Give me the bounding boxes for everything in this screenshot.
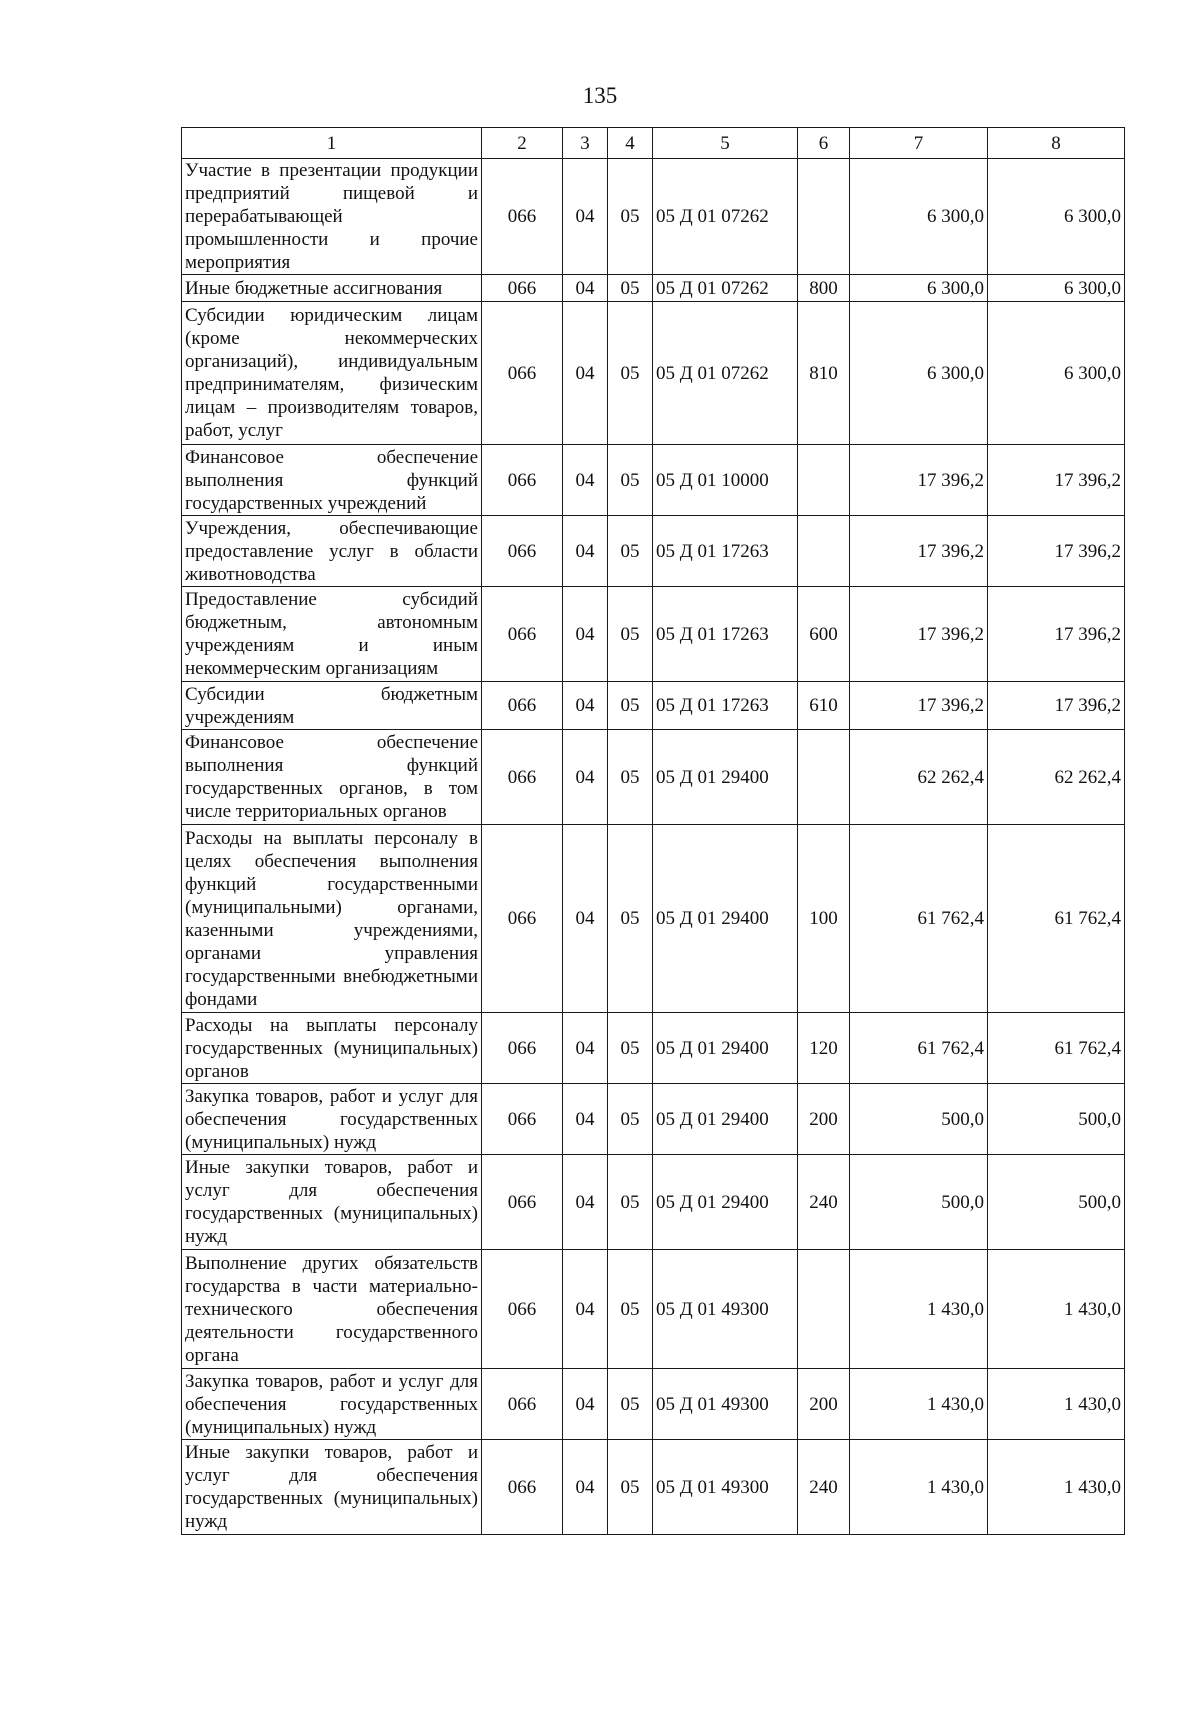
table-row: [182, 1250, 1125, 1369]
table-row: [182, 587, 1125, 682]
ministry-code: 066: [482, 445, 563, 516]
row-description: Участие в презентации продукции предприятий пищевой и перерабатывающей промышленности и прочие мероприятия: [182, 159, 482, 275]
amount-col7: 1 430,0: [850, 1369, 988, 1440]
table-row: [182, 159, 1125, 275]
target-article-code: 05 Д 01 49300: [653, 1440, 798, 1535]
ministry-code: 066: [482, 516, 563, 587]
table-row: [182, 275, 1125, 302]
amount-col7: 6 300,0: [850, 275, 988, 302]
table-row: [182, 825, 1125, 1013]
section-code: 04: [563, 1155, 608, 1250]
row-description: Расходы на выплаты персоналу в целях обеспечения выполнения функций государственными (муниципальными) органами, казенными учреждениями, органами управления государственными внебюджетными фондами: [182, 825, 482, 1013]
target-article-code: 05 Д 01 07262: [653, 302, 798, 445]
col-header-5: 5: [653, 128, 798, 159]
col-header-4: 4: [608, 128, 653, 159]
expense-type-code: 240: [798, 1440, 850, 1535]
row-description: Субсидии юридическим лицам (кроме некоммерческих организаций), индивидуальным предпринимателям, физическим лицам – производителям товаров, работ, услуг: [182, 302, 482, 445]
subsection-code: 05: [608, 1084, 653, 1155]
budget-table: [181, 127, 1125, 1535]
row-description: Иные бюджетные ассигнования: [182, 275, 482, 302]
subsection-code: 05: [608, 730, 653, 825]
amount-col8: 1 430,0: [988, 1250, 1125, 1369]
amount-col7: 17 396,2: [850, 682, 988, 730]
amount-col8: 6 300,0: [988, 302, 1125, 445]
col-header-8: 8: [988, 128, 1125, 159]
section-code: 04: [563, 1250, 608, 1369]
table-row: [182, 516, 1125, 587]
amount-col7: 500,0: [850, 1084, 988, 1155]
amount-col8: 62 262,4: [988, 730, 1125, 825]
section-code: 04: [563, 825, 608, 1013]
target-article-code: 05 Д 01 17263: [653, 587, 798, 682]
subsection-code: 05: [608, 1369, 653, 1440]
expense-type-code: 120: [798, 1013, 850, 1084]
amount-col8: 1 430,0: [988, 1440, 1125, 1535]
target-article-code: 05 Д 01 10000: [653, 445, 798, 516]
section-code: 04: [563, 1013, 608, 1084]
row-description: Предоставление субсидий бюджетным, автономным учреждениям и иным некоммерческим организациям: [182, 587, 482, 682]
ministry-code: 066: [482, 587, 563, 682]
amount-col8: 61 762,4: [988, 1013, 1125, 1084]
amount-col7: 17 396,2: [850, 516, 988, 587]
amount-col8: 1 430,0: [988, 1369, 1125, 1440]
section-code: 04: [563, 1440, 608, 1535]
row-description: Расходы на выплаты персоналу государственных (муниципальных) органов: [182, 1013, 482, 1084]
amount-col8: 500,0: [988, 1084, 1125, 1155]
row-description: Закупка товаров, работ и услуг для обеспечения государственных (муниципальных) нужд: [182, 1084, 482, 1155]
subsection-code: 05: [608, 1155, 653, 1250]
subsection-code: 05: [608, 516, 653, 587]
amount-col7: 17 396,2: [850, 445, 988, 516]
expense-type-code: [798, 445, 850, 516]
target-article-code: 05 Д 01 49300: [653, 1369, 798, 1440]
target-article-code: 05 Д 01 07262: [653, 159, 798, 275]
target-article-code: 05 Д 01 17263: [653, 682, 798, 730]
expense-type-code: 100: [798, 825, 850, 1013]
section-code: 04: [563, 159, 608, 275]
table-row: [182, 1084, 1125, 1155]
target-article-code: 05 Д 01 49300: [653, 1250, 798, 1369]
col-header-6: 6: [798, 128, 850, 159]
table-row: [182, 730, 1125, 825]
amount-col7: 61 762,4: [850, 825, 988, 1013]
row-description: Финансовое обеспечение выполнения функций государственных учреждений: [182, 445, 482, 516]
subsection-code: 05: [608, 302, 653, 445]
amount-col8: 17 396,2: [988, 587, 1125, 682]
table-row: [182, 445, 1125, 516]
ministry-code: 066: [482, 682, 563, 730]
col-header-7: 7: [850, 128, 988, 159]
table-row: [182, 682, 1125, 730]
row-description: Финансовое обеспечение выполнения функций государственных органов, в том числе территориальных органов: [182, 730, 482, 825]
page-number: 135: [582, 83, 618, 108]
ministry-code: 066: [482, 159, 563, 275]
amount-col8: 500,0: [988, 1155, 1125, 1250]
table-row: [182, 1440, 1125, 1535]
subsection-code: 05: [608, 682, 653, 730]
amount-col7: 6 300,0: [850, 159, 988, 275]
amount-col7: 61 762,4: [850, 1013, 988, 1084]
section-code: 04: [563, 516, 608, 587]
section-code: 04: [563, 587, 608, 682]
amount-col7: 17 396,2: [850, 587, 988, 682]
expense-type-code: 200: [798, 1369, 850, 1440]
amount-col8: 17 396,2: [988, 445, 1125, 516]
col-header-1: 1: [182, 128, 482, 159]
target-article-code: 05 Д 01 29400: [653, 825, 798, 1013]
amount-col8: 6 300,0: [988, 159, 1125, 275]
expense-type-code: 810: [798, 302, 850, 445]
subsection-code: 05: [608, 587, 653, 682]
target-article-code: 05 Д 01 29400: [653, 1155, 798, 1250]
section-code: 04: [563, 1084, 608, 1155]
amount-col8: 61 762,4: [988, 825, 1125, 1013]
section-code: 04: [563, 1369, 608, 1440]
row-description: Иные закупки товаров, работ и услуг для обеспечения государственных (муниципальных) нужд: [182, 1440, 482, 1535]
ministry-code: 066: [482, 825, 563, 1013]
ministry-code: 066: [482, 1440, 563, 1535]
amount-col8: 17 396,2: [988, 682, 1125, 730]
ministry-code: 066: [482, 1250, 563, 1369]
ministry-code: 066: [482, 730, 563, 825]
section-code: 04: [563, 730, 608, 825]
target-article-code: 05 Д 01 29400: [653, 730, 798, 825]
ministry-code: 066: [482, 1369, 563, 1440]
subsection-code: 05: [608, 1013, 653, 1084]
amount-col7: 62 262,4: [850, 730, 988, 825]
section-code: 04: [563, 445, 608, 516]
expense-type-code: 610: [798, 682, 850, 730]
expense-type-code: 200: [798, 1084, 850, 1155]
target-article-code: 05 Д 01 07262: [653, 275, 798, 302]
row-description: Выполнение других обязательств государства в части материально-технического обеспечения деятельности государственного органа: [182, 1250, 482, 1369]
amount-col7: 1 430,0: [850, 1440, 988, 1535]
expense-type-code: 240: [798, 1155, 850, 1250]
section-code: 04: [563, 302, 608, 445]
row-description: Субсидии бюджетным учреждениям: [182, 682, 482, 730]
section-code: 04: [563, 682, 608, 730]
subsection-code: 05: [608, 1250, 653, 1369]
expense-type-code: [798, 159, 850, 275]
amount-col8: 17 396,2: [988, 516, 1125, 587]
expense-type-code: 600: [798, 587, 850, 682]
subsection-code: 05: [608, 1440, 653, 1535]
table-row: [182, 1155, 1125, 1250]
target-article-code: 05 Д 01 17263: [653, 516, 798, 587]
table-row: [182, 1013, 1125, 1084]
target-article-code: 05 Д 01 29400: [653, 1013, 798, 1084]
expense-type-code: 800: [798, 275, 850, 302]
amount-col8: 6 300,0: [988, 275, 1125, 302]
header-row: [182, 128, 1125, 159]
expense-type-code: [798, 1250, 850, 1369]
ministry-code: 066: [482, 1155, 563, 1250]
expense-type-code: [798, 730, 850, 825]
ministry-code: 066: [482, 1084, 563, 1155]
subsection-code: 05: [608, 275, 653, 302]
target-article-code: 05 Д 01 29400: [653, 1084, 798, 1155]
amount-col7: 6 300,0: [850, 302, 988, 445]
ministry-code: 066: [482, 275, 563, 302]
section-code: 04: [563, 275, 608, 302]
col-header-2: 2: [482, 128, 563, 159]
subsection-code: 05: [608, 159, 653, 275]
amount-col7: 1 430,0: [850, 1250, 988, 1369]
col-header-3: 3: [563, 128, 608, 159]
subsection-code: 05: [608, 825, 653, 1013]
ministry-code: 066: [482, 302, 563, 445]
table-row: [182, 1369, 1125, 1440]
row-description: Иные закупки товаров, работ и услуг для обеспечения государственных (муниципальных) нужд: [182, 1155, 482, 1250]
table-row: [182, 302, 1125, 445]
ministry-code: 066: [482, 1013, 563, 1084]
row-description: Учреждения, обеспечивающие предоставление услуг в области животноводства: [182, 516, 482, 587]
amount-col7: 500,0: [850, 1155, 988, 1250]
subsection-code: 05: [608, 445, 653, 516]
row-description: Закупка товаров, работ и услуг для обеспечения государственных (муниципальных) нужд: [182, 1369, 482, 1440]
expense-type-code: [798, 516, 850, 587]
